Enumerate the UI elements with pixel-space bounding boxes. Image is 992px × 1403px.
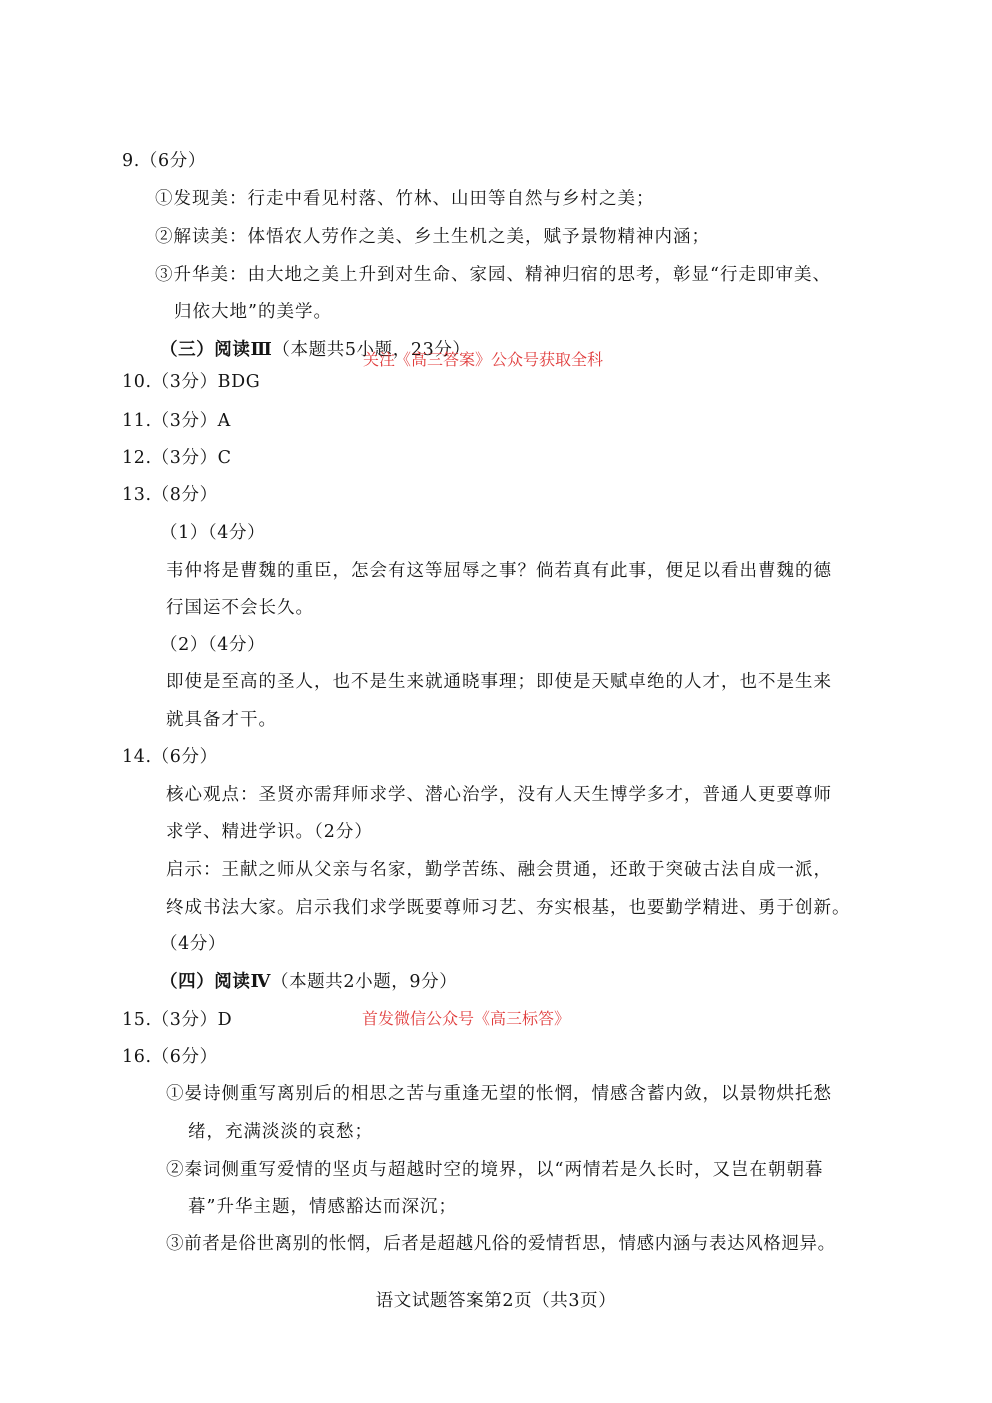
q13-sub-2: （2）（4分） bbox=[160, 635, 266, 655]
q14-insight: 启示：王献之师从父亲与名家，勤学苦练、融会贯通，还敢于突破古法自成一派， bbox=[166, 860, 832, 880]
q14-insight-score: （4分） bbox=[160, 934, 227, 954]
section-4-heading bbox=[160, 970, 457, 994]
q14-insight-cont: 终成书法大家。启示我们求学既要尊师习艺、夯实根基，也要勤学精进、勇于创新。 bbox=[166, 898, 851, 918]
q14-core-view: 核心观点：圣贤亦需拜师求学、潜心治学，没有人天生博学多才，普通人更要尊师 bbox=[166, 785, 832, 805]
q9-point-3-cont: 归依大地”的美学。 bbox=[174, 302, 332, 322]
q15-answer: 15.（3分）D bbox=[122, 1010, 233, 1030]
watermark-first-release: 首发微信公众号《高三标答》 bbox=[362, 1009, 571, 1028]
q14-core-view-cont: 求学、精进学识。（2分） bbox=[166, 822, 373, 842]
q16-heading: 16.（6分） bbox=[122, 1047, 218, 1067]
q9-point-3: ③升华美：由大地之美上升到对生命、家园、精神归宿的思考，彰显“行走即审美、 bbox=[155, 265, 831, 285]
q10-answer: 10.（3分）BDG bbox=[122, 372, 261, 392]
q14-heading: 14.（6分） bbox=[122, 747, 218, 767]
q11-answer: 11.（3分）A bbox=[122, 411, 231, 431]
section-3-title: （三）阅读Ⅲ bbox=[160, 340, 273, 360]
q16-point-3: ③前者是俗世离别的怅惘，后者是超越凡俗的爱情哲思，情感内涵与表达风格迥异。 bbox=[166, 1234, 836, 1254]
page-footer: 语文试题答案第2页（共3页） bbox=[375, 1291, 617, 1311]
q13-answer-2-cont: 就具备才干。 bbox=[166, 710, 277, 730]
q9-point-2: ②解读美：体悟农人劳作之美、乡土生机之美，赋予景物精神内涵； bbox=[155, 227, 710, 247]
q16-point-2-cont: 暮”升华主题，情感豁达而深沉； bbox=[188, 1197, 457, 1217]
q13-answer-1: 韦仲将是曹魏的重臣，怎会有这等屈辱之事？倘若真有此事，便足以看出曹魏的德 bbox=[166, 561, 832, 581]
q13-sub-1: （1）（4分） bbox=[160, 523, 266, 543]
q13-answer-2: 即使是至高的圣人，也不是生来就通晓事理；即使是天赋卓绝的人才，也不是生来 bbox=[166, 672, 832, 692]
q9-point-1: ①发现美：行走中看见村落、竹林、山田等自然与乡村之美； bbox=[155, 189, 655, 209]
section-4-title: （四）阅读Ⅳ bbox=[160, 972, 271, 992]
q13-answer-1-cont: 行国运不会长久。 bbox=[166, 598, 314, 618]
q16-point-1: ①晏诗侧重写离别后的相思之苦与重逢无望的怅惘，情感含蓄内敛，以景物烘托愁 bbox=[166, 1084, 832, 1104]
q13-heading: 13.（8分） bbox=[122, 485, 218, 505]
q12-answer: 12.（3分）C bbox=[122, 448, 232, 468]
q9-heading: 9.（6分） bbox=[122, 151, 206, 171]
q16-point-1-cont: 绪，充满淡淡的哀愁； bbox=[188, 1122, 373, 1142]
section-3-info: （本题共5小题，23分） bbox=[272, 340, 471, 360]
watermark-follow: 关注《高三答案》公众号获取全科 bbox=[363, 350, 604, 369]
section-4-info: （本题共2小题，9分） bbox=[270, 972, 458, 992]
q16-point-2: ②秦词侧重写爱情的坚贞与超越时空的境界，以“两情若是久长时，又岂在朝朝暮 bbox=[166, 1160, 824, 1180]
